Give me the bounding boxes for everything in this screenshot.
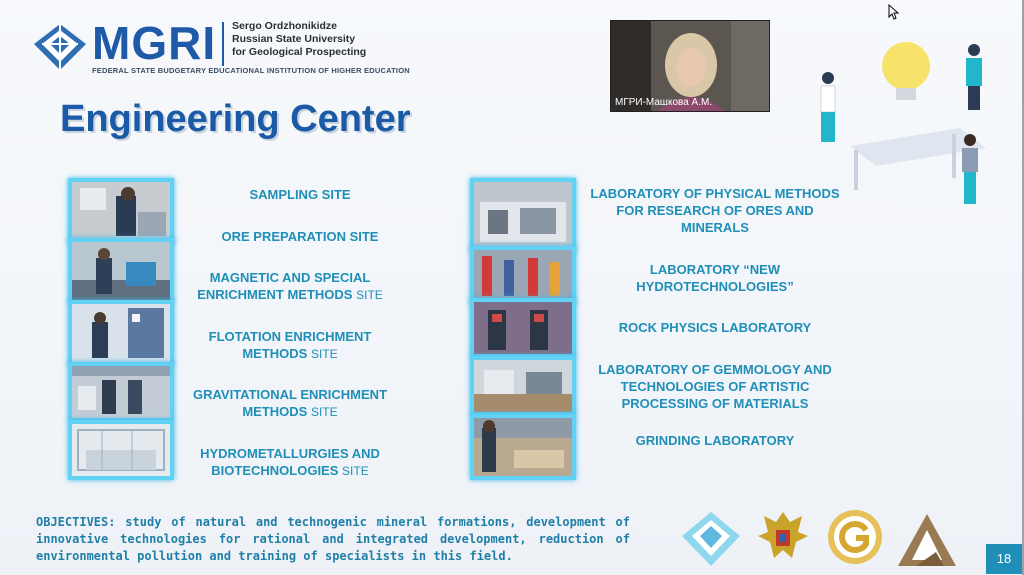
label-grinding-lab: GRINDING LABORATORY [635,433,795,448]
mgri-crystal-icon [32,22,88,72]
label-magnetic-enrichment-site: MAGNETIC AND SPECIAL ENRICHMENT METHODS SITE [197,270,383,302]
label-rock-physics-lab: ROCK PHYSICS LABORATORY [618,320,812,335]
logo-subtitle [232,20,372,59]
objectives-text [36,514,630,565]
label-ore-preparation-site: ORE PREPARATION SITE [221,229,379,244]
thumb-physical-methods-lab [470,178,576,252]
page-number: 18 [986,544,1022,574]
triangle-a-icon [896,512,958,568]
logo-name: MGRI [92,17,217,69]
double-headed-eagle-icon [752,506,814,568]
thumb-new-hydrotechnologies-lab [470,246,576,304]
mgri-crystal-icon [680,510,742,568]
logo-sub-line: Sergo Ordzhonikidze [232,20,338,32]
logo-federal-line: FEDERAL STATE BUDGETARY EDUCATIONAL INSTITUTION OF HIGHER EDUCATION [92,66,410,75]
logo-separator [222,22,224,66]
objectives-body: study of natural and technogenic mineral formations, development of innovative technologies for rational and integrated development, reduction of environmental pollution and training of specialists in this field. [36,515,630,563]
label-physical-methods-lab: LABORATORY OF PHYSICAL METHODS FOR RESEARCH OF ORES AND MINERALS [590,186,840,235]
mouse-cursor-icon [888,4,900,20]
thumb-gravitational-enrichment-site [68,420,174,480]
thumb-ore-preparation-site [68,238,174,304]
thumb-grinding-lab [470,414,576,480]
logo-sub-line: Russian State University [232,33,356,45]
label-gravitational-enrichment-site: GRAVITATIONAL ENRICHMENT METHODS SITE [192,387,388,419]
label-flotation-enrichment-site: FLOTATION ENRICHMENT METHODS SITE [208,329,372,361]
page-title: Engineering Center [60,98,411,140]
participant-name: МГРИ-Машкова А.М. [615,97,713,108]
label-gemmology-lab: LABORATORY OF GEMMOLOGY AND TECHNOLOGIES OF ARTISTIC PROCESSING OF MATERIALS [598,362,832,411]
label-new-hydrotechnologies-lab: LABORATORY “NEW HYDROTECHNOLOGIES” [636,262,794,294]
thumb-gemmology-lab [470,356,576,416]
logo-sub-line: for Geological Prospecting [232,46,367,58]
thumb-sampling-site [68,178,174,244]
thumb-magnetic-enrichment-site [68,300,174,366]
gold-g-icon [826,508,884,566]
objectives-key: OBJECTIVES: [36,515,116,529]
thumb-rock-physics-lab [470,298,576,358]
video-tile[interactable] [610,20,770,112]
label-hydrometallurgy-site: HYDROMETALLURGIES AND BIOTECHNOLOGIES SITE [200,446,380,478]
thumb-flotation-enrichment-site [68,362,174,422]
label-sampling-site: SAMPLING SITE [249,187,351,202]
